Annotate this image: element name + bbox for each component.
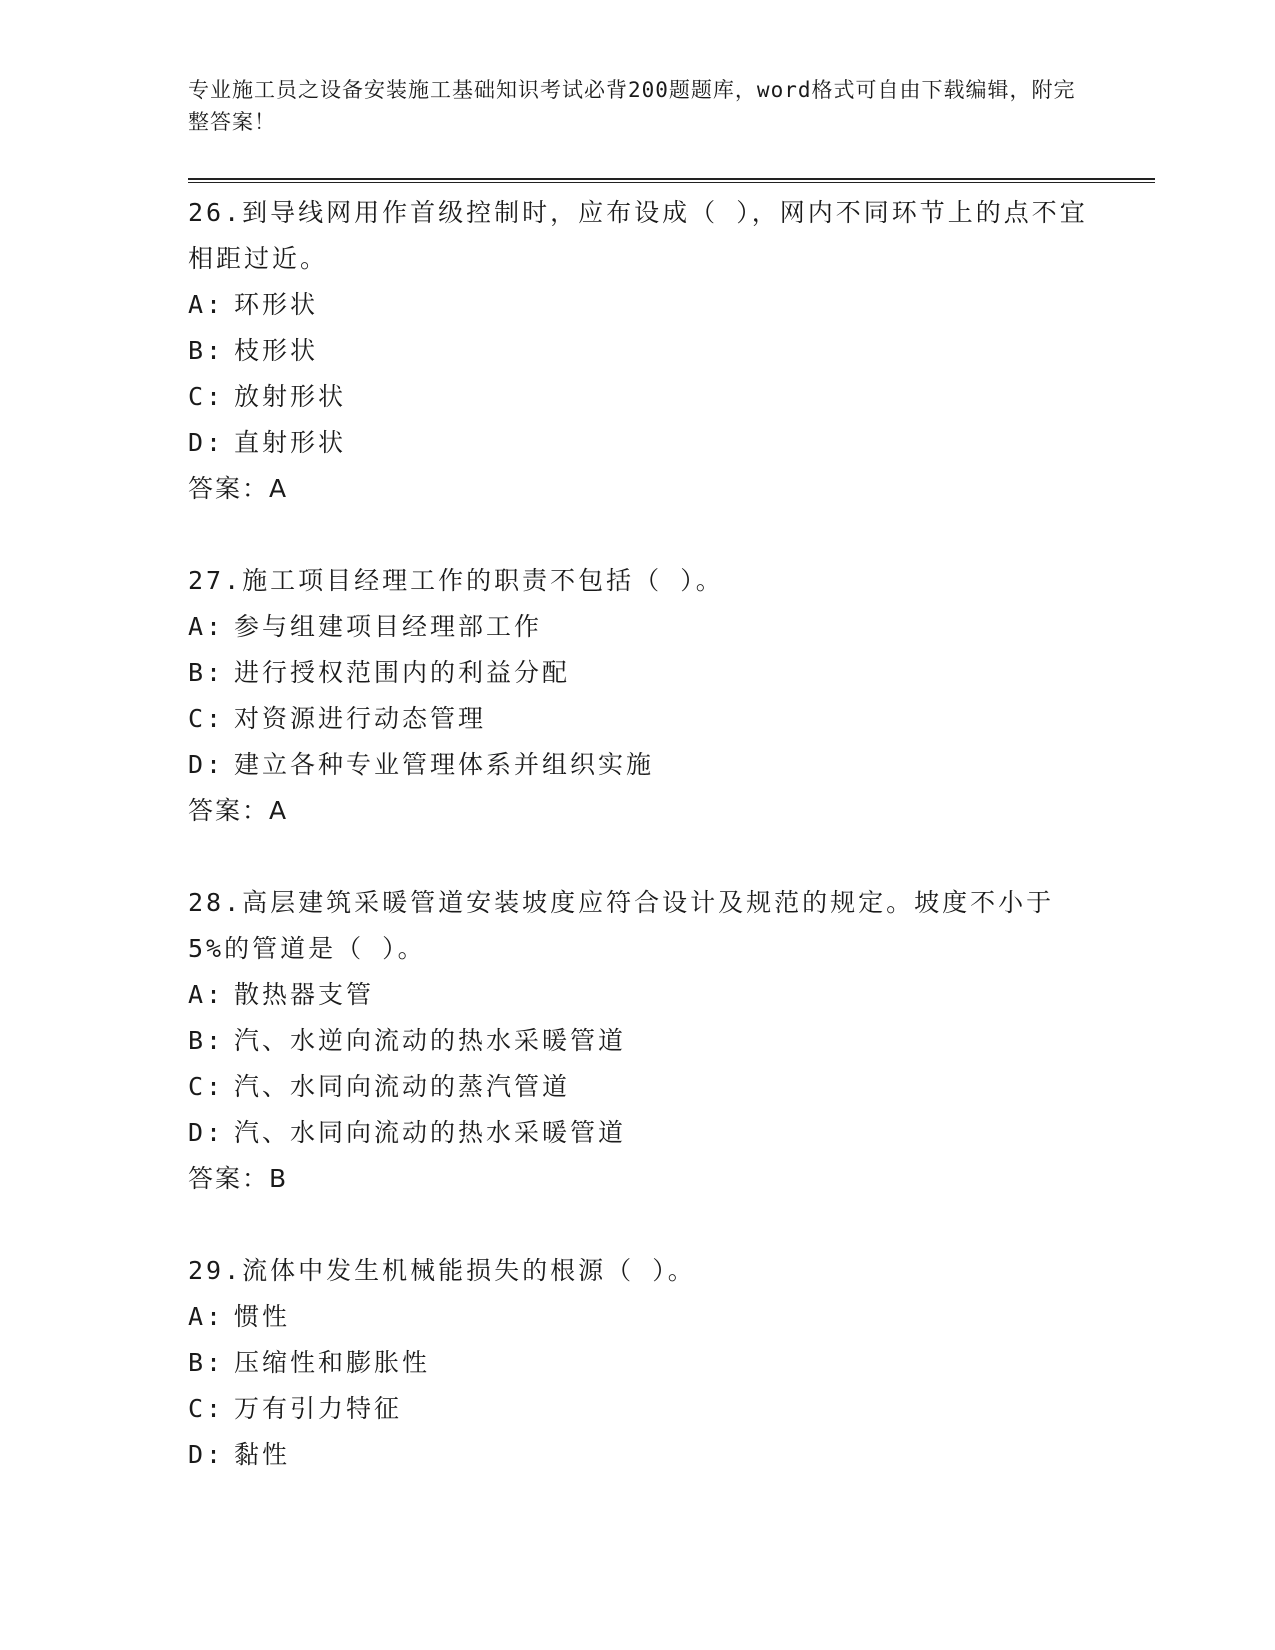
option-letter: D: <box>188 750 225 779</box>
option-a <box>188 1294 1088 1340</box>
option-b <box>188 650 1088 696</box>
question-stem: 29.流体中发生机械能损失的根源（ ）。 <box>188 1256 696 1285</box>
header-divider <box>188 178 1155 183</box>
option-text: 散热器支管 <box>234 980 375 1009</box>
option-letter: A: <box>188 290 225 319</box>
option-letter: A: <box>188 1302 225 1331</box>
answer-line: 答案：A <box>188 474 289 503</box>
option-letter: C: <box>188 704 225 733</box>
option-text: 压缩性和膨胀性 <box>234 1348 431 1377</box>
answer-line: 答案：B <box>188 1164 289 1193</box>
option-letter: A: <box>188 980 225 1009</box>
option-letter: C: <box>188 1072 225 1101</box>
option-text: 万有引力特征 <box>234 1394 403 1423</box>
question-list <box>188 190 1088 1524</box>
option-b <box>188 1340 1088 1386</box>
option-letter: C: <box>188 1394 225 1423</box>
option-text: 进行授权范围内的利益分配 <box>234 658 571 687</box>
option-a <box>188 282 1088 328</box>
option-a <box>188 604 1088 650</box>
option-text: 直射形状 <box>234 428 347 457</box>
option-b <box>188 328 1088 374</box>
option-letter: D: <box>188 1440 225 1469</box>
option-c <box>188 1386 1088 1432</box>
option-text: 对资源进行动态管理 <box>234 704 487 733</box>
option-text: 建立各种专业管理体系并组织实施 <box>234 750 655 779</box>
option-c <box>188 374 1088 420</box>
option-letter: B: <box>188 658 225 687</box>
option-letter: B: <box>188 1026 225 1055</box>
option-text: 环形状 <box>234 290 319 319</box>
question-stem: 27.施工项目经理工作的职责不包括（ ）。 <box>188 566 724 595</box>
option-d <box>188 420 1088 466</box>
option-d <box>188 1432 1088 1478</box>
option-letter: A: <box>188 612 225 641</box>
option-letter: B: <box>188 336 225 365</box>
option-c <box>188 1064 1088 1110</box>
option-c <box>188 696 1088 742</box>
document-header: 专业施工员之设备安装施工基础知识考试必背200题题库，word格式可自由下载编辑，附完整答案！ <box>188 78 1076 134</box>
question-stem: 28.高层建筑采暖管道安装坡度应符合设计及规范的规定。坡度不小于5%的管道是（ ）。 <box>188 888 1055 963</box>
option-letter: D: <box>188 1118 225 1147</box>
option-text: 汽、水同向流动的蒸汽管道 <box>234 1072 571 1101</box>
option-letter: C: <box>188 382 225 411</box>
option-text: 惯性 <box>234 1302 291 1331</box>
option-b <box>188 1018 1088 1064</box>
option-d <box>188 1110 1088 1156</box>
option-letter: B: <box>188 1348 225 1377</box>
question-28 <box>188 880 1088 1202</box>
question-29 <box>188 1248 1088 1478</box>
option-text: 参与组建项目经理部工作 <box>234 612 543 641</box>
option-text: 汽、水逆向流动的热水采暖管道 <box>234 1026 627 1055</box>
option-text: 黏性 <box>234 1440 291 1469</box>
option-text: 汽、水同向流动的热水采暖管道 <box>234 1118 627 1147</box>
option-text: 放射形状 <box>234 382 347 411</box>
option-d <box>188 742 1088 788</box>
question-stem: 26.到导线网用作首级控制时，应布设成（ ），网内不同环节上的点不宜相距过近。 <box>188 198 1088 273</box>
option-a <box>188 972 1088 1018</box>
question-27 <box>188 558 1088 834</box>
option-text: 枝形状 <box>234 336 319 365</box>
question-26 <box>188 190 1088 512</box>
answer-line: 答案：A <box>188 796 289 825</box>
option-letter: D: <box>188 428 225 457</box>
